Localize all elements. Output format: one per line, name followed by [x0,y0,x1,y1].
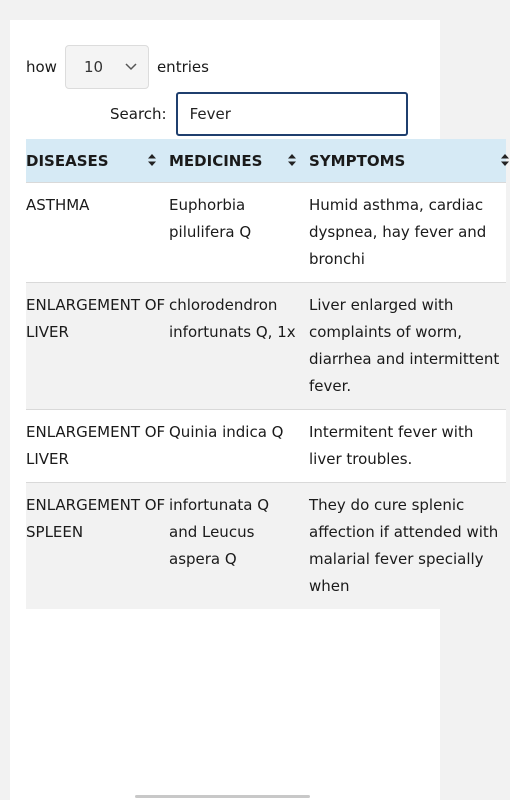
cell-disease: ENLARGEMENT OF LIVER [26,283,169,410]
search-label: Search: [110,105,167,123]
cell-medicine: Euphorbia pilulifera Q [169,183,309,283]
cell-symptoms: Intermitent fever with liver troubles. [309,410,506,483]
table-row [26,410,506,483]
data-table [26,139,506,609]
table-card [10,20,500,800]
sort-icon [500,153,510,167]
column-header-label: MEDICINES [169,151,263,170]
search-control [110,92,408,136]
table-row [26,283,506,410]
table-row [26,183,506,283]
data-table-viewport[interactable] [26,139,500,800]
search-input[interactable] [176,92,408,136]
cell-medicine: chlorodendron infortunats Q, 1x [169,283,309,410]
cell-symptoms: They do cure splenic affection if attended with malarial fever specially when [309,483,506,610]
length-suffix-label: entries [156,58,209,76]
cell-disease: ENLARGEMENT OF LIVER [26,410,169,483]
horizontal-scrollbar[interactable] [135,795,310,798]
column-header-medicines[interactable] [169,139,309,183]
cell-disease: ASTHMA [26,183,169,283]
column-header-symptoms[interactable] [309,139,506,183]
length-prefix-label: how [26,58,57,76]
entries-per-page-value: 10 [83,58,104,76]
column-header-label: SYMPTOMS [309,151,406,170]
column-header-diseases[interactable] [26,139,169,183]
table-row [26,483,506,610]
column-header-label: DISEASES [26,151,109,170]
cell-medicine: infortunata Q and Leucus aspera Q [169,483,309,610]
cell-symptoms: Humid asthma, cardiac dyspnea, hay fever and bronchi [309,183,506,283]
cell-symptoms: Liver enlarged with complaints of worm, diarrhea and intermittent fever. [309,283,506,410]
table-header-row [26,139,506,183]
cell-disease: ENLARGEMENT OF SPLEEN [26,483,169,610]
sort-icon [287,153,297,167]
chevron-down-icon [124,60,138,74]
cell-medicine: Quinia indica Q [169,410,309,483]
sort-icon [147,153,157,167]
entries-length-control [26,44,209,90]
entries-per-page-select[interactable] [65,45,149,89]
